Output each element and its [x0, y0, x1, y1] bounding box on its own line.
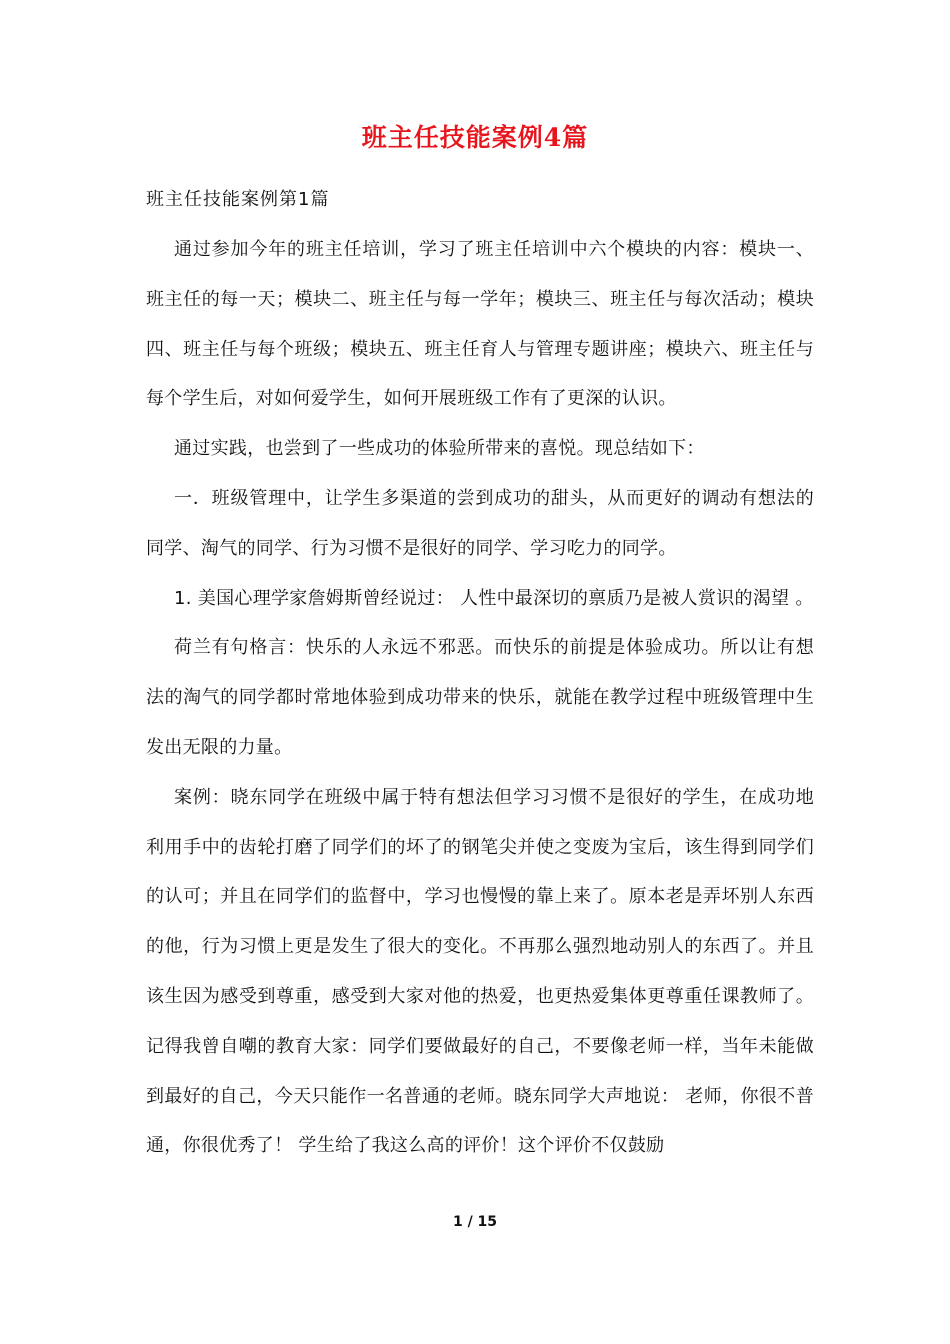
document-title: 班主任技能案例4篇	[361, 123, 589, 152]
paragraph: 荷兰有句格言：快乐的人永远不邪恶。而快乐的前提是体验成功。所以让有想法的淘气的同学都时常地体验到成功带来的快乐，就能在教学过程中班级管理中生发出无限的力量。	[146, 637, 814, 758]
paragraph: 通过实践，也尝到了一些成功的体验所带来的喜悦。现总结如下：	[174, 438, 705, 460]
paragraph: 案例：晓东同学在班级中属于特有想法但学习习惯不是很好的学生，在成功地利用手中的齿轮打磨了同学们的坏了的钢笔尖并使之变废为宝后，该生得到同学们的认可；并且在同学们的监督中，学习也慢慢的靠上来了。原本老是弄坏别人东西的他，行为习惯上更是发生了很大的变化。不再那么强烈地动别人的东西了。并且该生因为感受到尊重，感受到大家对他的热爱，也更热爱集体更尊重任课教师了。记得我曾自嘲的教育大家：同学们要做最好的自己，不要像老师一样，当年未能做到最好的自己，今天只能作一名普通的老师。晓东同学大声地说： 老师，你很不普通，你很优秀了！ 学生给了我这么高的评价！这个评价不仅鼓励	[146, 786, 814, 1157]
paragraph: 1. 美国心理学家詹姆斯曾经说过： 人性中最深切的禀质乃是被人赏识的渴望 。	[174, 587, 814, 609]
paragraph: 通过参加今年的班主任培训，学习了班主任培训中六个模块的内容：模块一、班主任的每一天；模块二、班主任与每一学年；模块三、班主任与每次活动；模块四、班主任与每个班级；模块五、班主任育人与管理专题讲座；模块六、班主任与每个学生后，对如何爱学生，如何开展班级工作有了更深的认识。	[146, 239, 814, 410]
document-body	[146, 225, 814, 1171]
section-heading: 班主任技能案例第1篇	[146, 189, 330, 210]
paragraph: 一．班级管理中，让学生多渠道的尝到成功的甜头，从而更好的调动有想法的同学、淘气的同学、行为习惯不是很好的同学、学习吃力的同学。	[146, 487, 814, 559]
page-number: 1 / 15	[452, 1214, 498, 1230]
